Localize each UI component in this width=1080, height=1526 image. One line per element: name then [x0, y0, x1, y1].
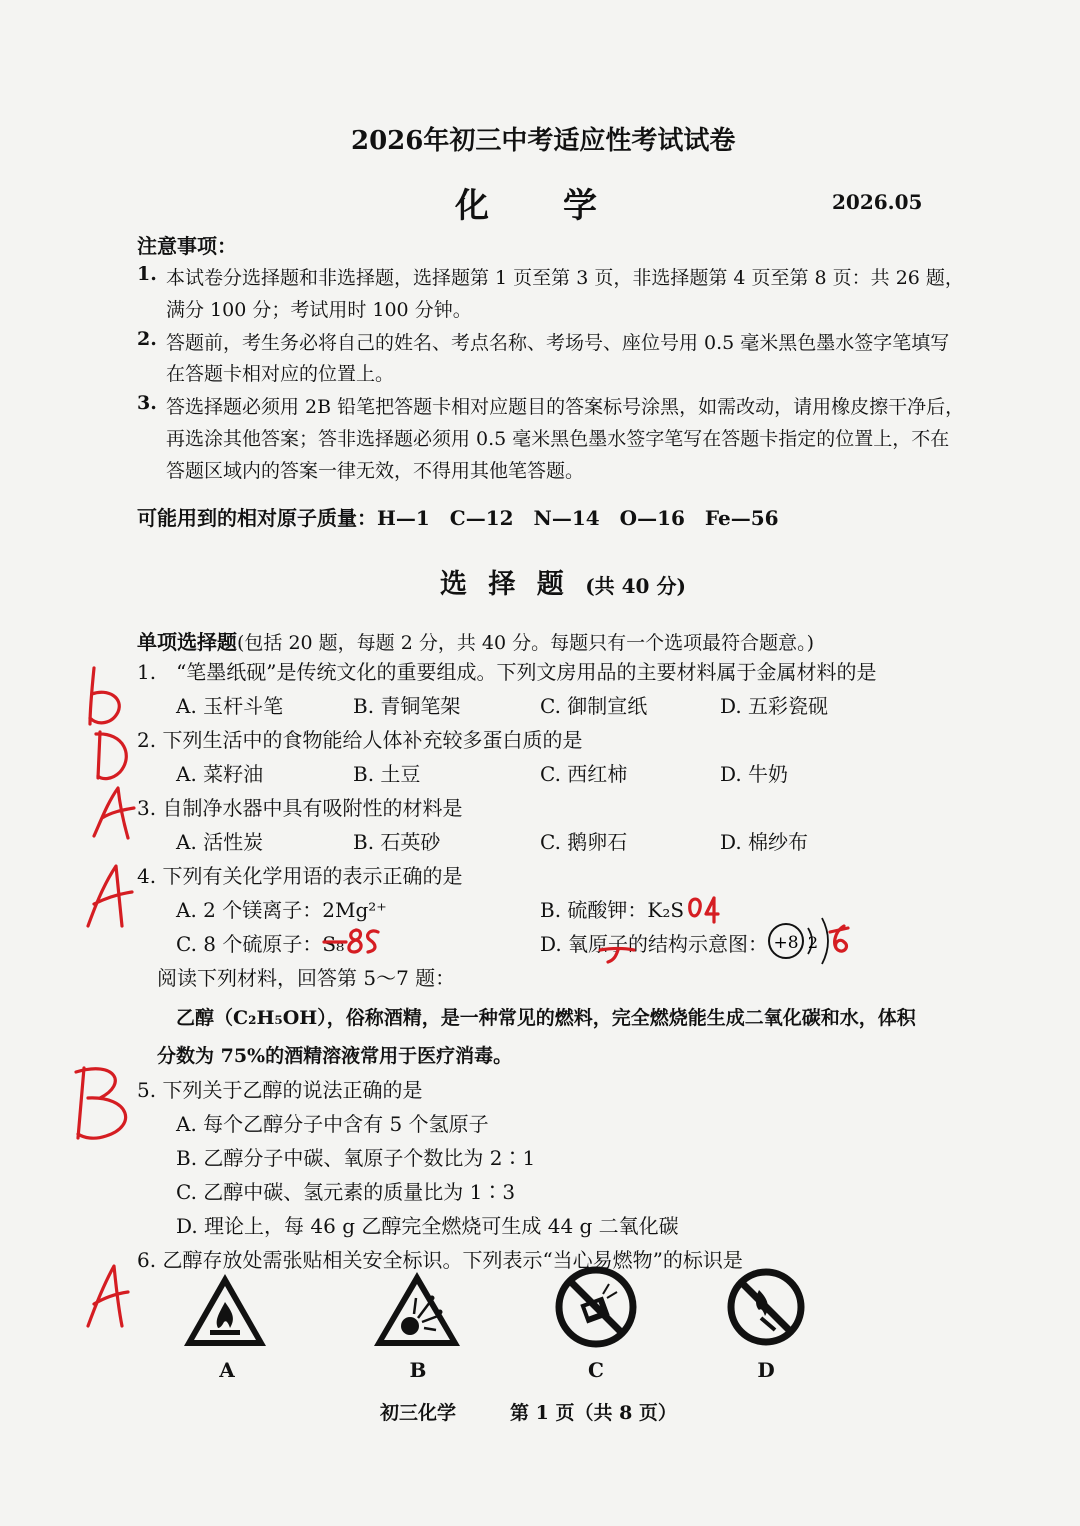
sign-a-label: A — [219, 1358, 235, 1382]
q3-option-b: B. 石英砂 — [353, 830, 441, 854]
nucleus-charge: +8 — [773, 933, 799, 953]
handwritten-correction-q4b — [686, 894, 720, 924]
q1-option-a: A. 玉杆斗笔 — [176, 694, 284, 718]
section-score: (共 40 分) — [585, 574, 686, 598]
notice-3-line1: 答选择题必须用 2B 铅笔把答题卡相对应题目的答案标号涂黑，如需改动，请用橡皮擦干净后， — [166, 396, 965, 418]
notice-2-line1: 答题前，考生务必将自己的姓名、考点名称、考场号、座位号用 0.5 毫米黑色墨水签字笔填写 — [166, 332, 950, 354]
notice-3-num: 3. — [137, 392, 157, 414]
notice-3-line3: 答题区域内的答案一律无效，不得用其他笔答题。 — [166, 460, 585, 482]
handwritten-underline-q4d — [598, 944, 638, 964]
q2-option-a: A. 菜籽油 — [176, 762, 264, 786]
notice-heading: 注意事项： — [137, 234, 237, 258]
handwritten-correction-q4d — [826, 922, 854, 956]
notice-1-num: 1. — [137, 263, 157, 285]
notice-1-line2: 满分 100 分；考试用时 100 分钟。 — [166, 299, 472, 321]
handwritten-answer-q3 — [88, 782, 140, 842]
sign-d-label: D — [757, 1358, 775, 1382]
notice-2-line2: 在答题卡相对应的位置上。 — [166, 363, 395, 385]
q2-option-d: D. 牛奶 — [720, 762, 789, 786]
shell1-count: 2 — [807, 933, 819, 952]
footer-subject: 初三化学 — [380, 1402, 457, 1424]
reading-intro: 阅读下列材料，回答第 5～7 题： — [157, 966, 456, 990]
notice-3-line2: 再选涂其他答案；答非选择题必须用 0.5 毫米黑色墨水签字笔写在答题卡指定的位置上，不在 — [166, 428, 950, 450]
q1-stem: 1. “笔墨纸砚”是传统文化的重要组成。下列文房用品的主要材料属于金属材料的是 — [137, 660, 877, 684]
q2-option-b: B. 土豆 — [353, 762, 421, 786]
handwritten-answer-q5 — [66, 1060, 142, 1144]
q4-option-c: C. 8 个硫原子：S₈ — [176, 932, 345, 956]
single-choice-desc: (包括 20 题，每题 2 分，共 40 分。每题只有一个选项最符合题意。) — [237, 632, 815, 654]
q5-option-d: D. 理论上，每 46 g 乙醇完全燃烧可生成 44 g 二氧化碳 — [176, 1214, 679, 1238]
atomic-masses: 可能用到的相对原子质量：H—1 C—12 N—14 O—16 Fe—56 — [137, 506, 779, 530]
single-choice-heading: 单项选择题 — [137, 630, 237, 654]
q4-option-b: B. 硫酸钾：K₂S — [540, 898, 685, 922]
explosive-warning-icon — [370, 1268, 464, 1350]
q1-option-b: B. 青铜笔架 — [353, 694, 461, 718]
q5-option-a: A. 每个乙醇分子中含有 5 个氢原子 — [176, 1112, 489, 1136]
reading-line1: 乙醇（C₂H₅OH），俗称酒精，是一种常见的燃料，完全燃烧能生成二氧化碳和水，体积 — [176, 1007, 916, 1029]
q1-option-d: D. 五彩瓷砚 — [720, 694, 829, 718]
q1-option-c: C. 御制宣纸 — [540, 694, 648, 718]
exam-title: 2026年初三中考适应性考试试卷 — [351, 126, 736, 156]
section-title — [440, 562, 686, 601]
reading-line2: 分数为 75%的酒精溶液常用于医疗消毒。 — [157, 1045, 513, 1067]
q3-option-a: A. 活性炭 — [176, 830, 264, 854]
single-choice-header — [137, 626, 814, 655]
q3-option-c: C. 鹅卵石 — [540, 830, 628, 854]
section-title-text: 选 择 题 — [440, 569, 570, 600]
handwritten-answer-q6 — [82, 1260, 134, 1332]
handwritten-correction-q4c — [322, 924, 382, 958]
q5-option-b: B. 乙醇分子中碳、氧原子个数比为 2∶1 — [176, 1146, 536, 1170]
notice-1-line1: 本试卷分选择题和非选择题，选择题第 1 页至第 3 页，非选择题第 4 页至第 8 页：共 26 题， — [166, 267, 964, 289]
no-open-flame-icon — [725, 1266, 807, 1348]
q4-option-a: A. 2 个镁离子：2Mg²⁺ — [176, 898, 387, 922]
exam-date: 2026.05 — [832, 190, 923, 214]
q5-stem: 5. 下列关于乙醇的说法正确的是 — [137, 1078, 423, 1102]
flammable-warning-icon — [180, 1270, 270, 1350]
footer-page: 第 1 页（共 8 页） — [510, 1402, 677, 1424]
sign-c-label: C — [588, 1358, 604, 1382]
q2-stem: 2. 下列生活中的食物能给人体补充较多蛋白质的是 — [137, 728, 583, 752]
q2-option-c: C. 西红柿 — [540, 762, 628, 786]
notice-2-num: 2. — [137, 328, 157, 350]
q3-stem: 3. 自制净水器中具有吸附性的材料是 — [137, 796, 463, 820]
q3-option-d: D. 棉纱布 — [720, 830, 809, 854]
q4-option-d: D. 氧原子的结构示意图： — [540, 932, 769, 956]
q6-stem: 6. 乙醇存放处需张贴相关安全标识。下列表示“当心易燃物”的标识是 — [137, 1248, 743, 1272]
handwritten-answer-q4 — [82, 860, 138, 932]
q5-option-c: C. 乙醇中碳、氢元素的质量比为 1∶3 — [176, 1180, 516, 1204]
no-fireworks-icon — [553, 1264, 639, 1350]
q4-stem: 4. 下列有关化学用语的表示正确的是 — [137, 864, 463, 888]
handwritten-answer-q1 — [82, 664, 132, 730]
sign-b-label: B — [409, 1358, 427, 1382]
subject-title: 化 学 — [455, 186, 599, 226]
handwritten-answer-q2 — [90, 728, 136, 784]
